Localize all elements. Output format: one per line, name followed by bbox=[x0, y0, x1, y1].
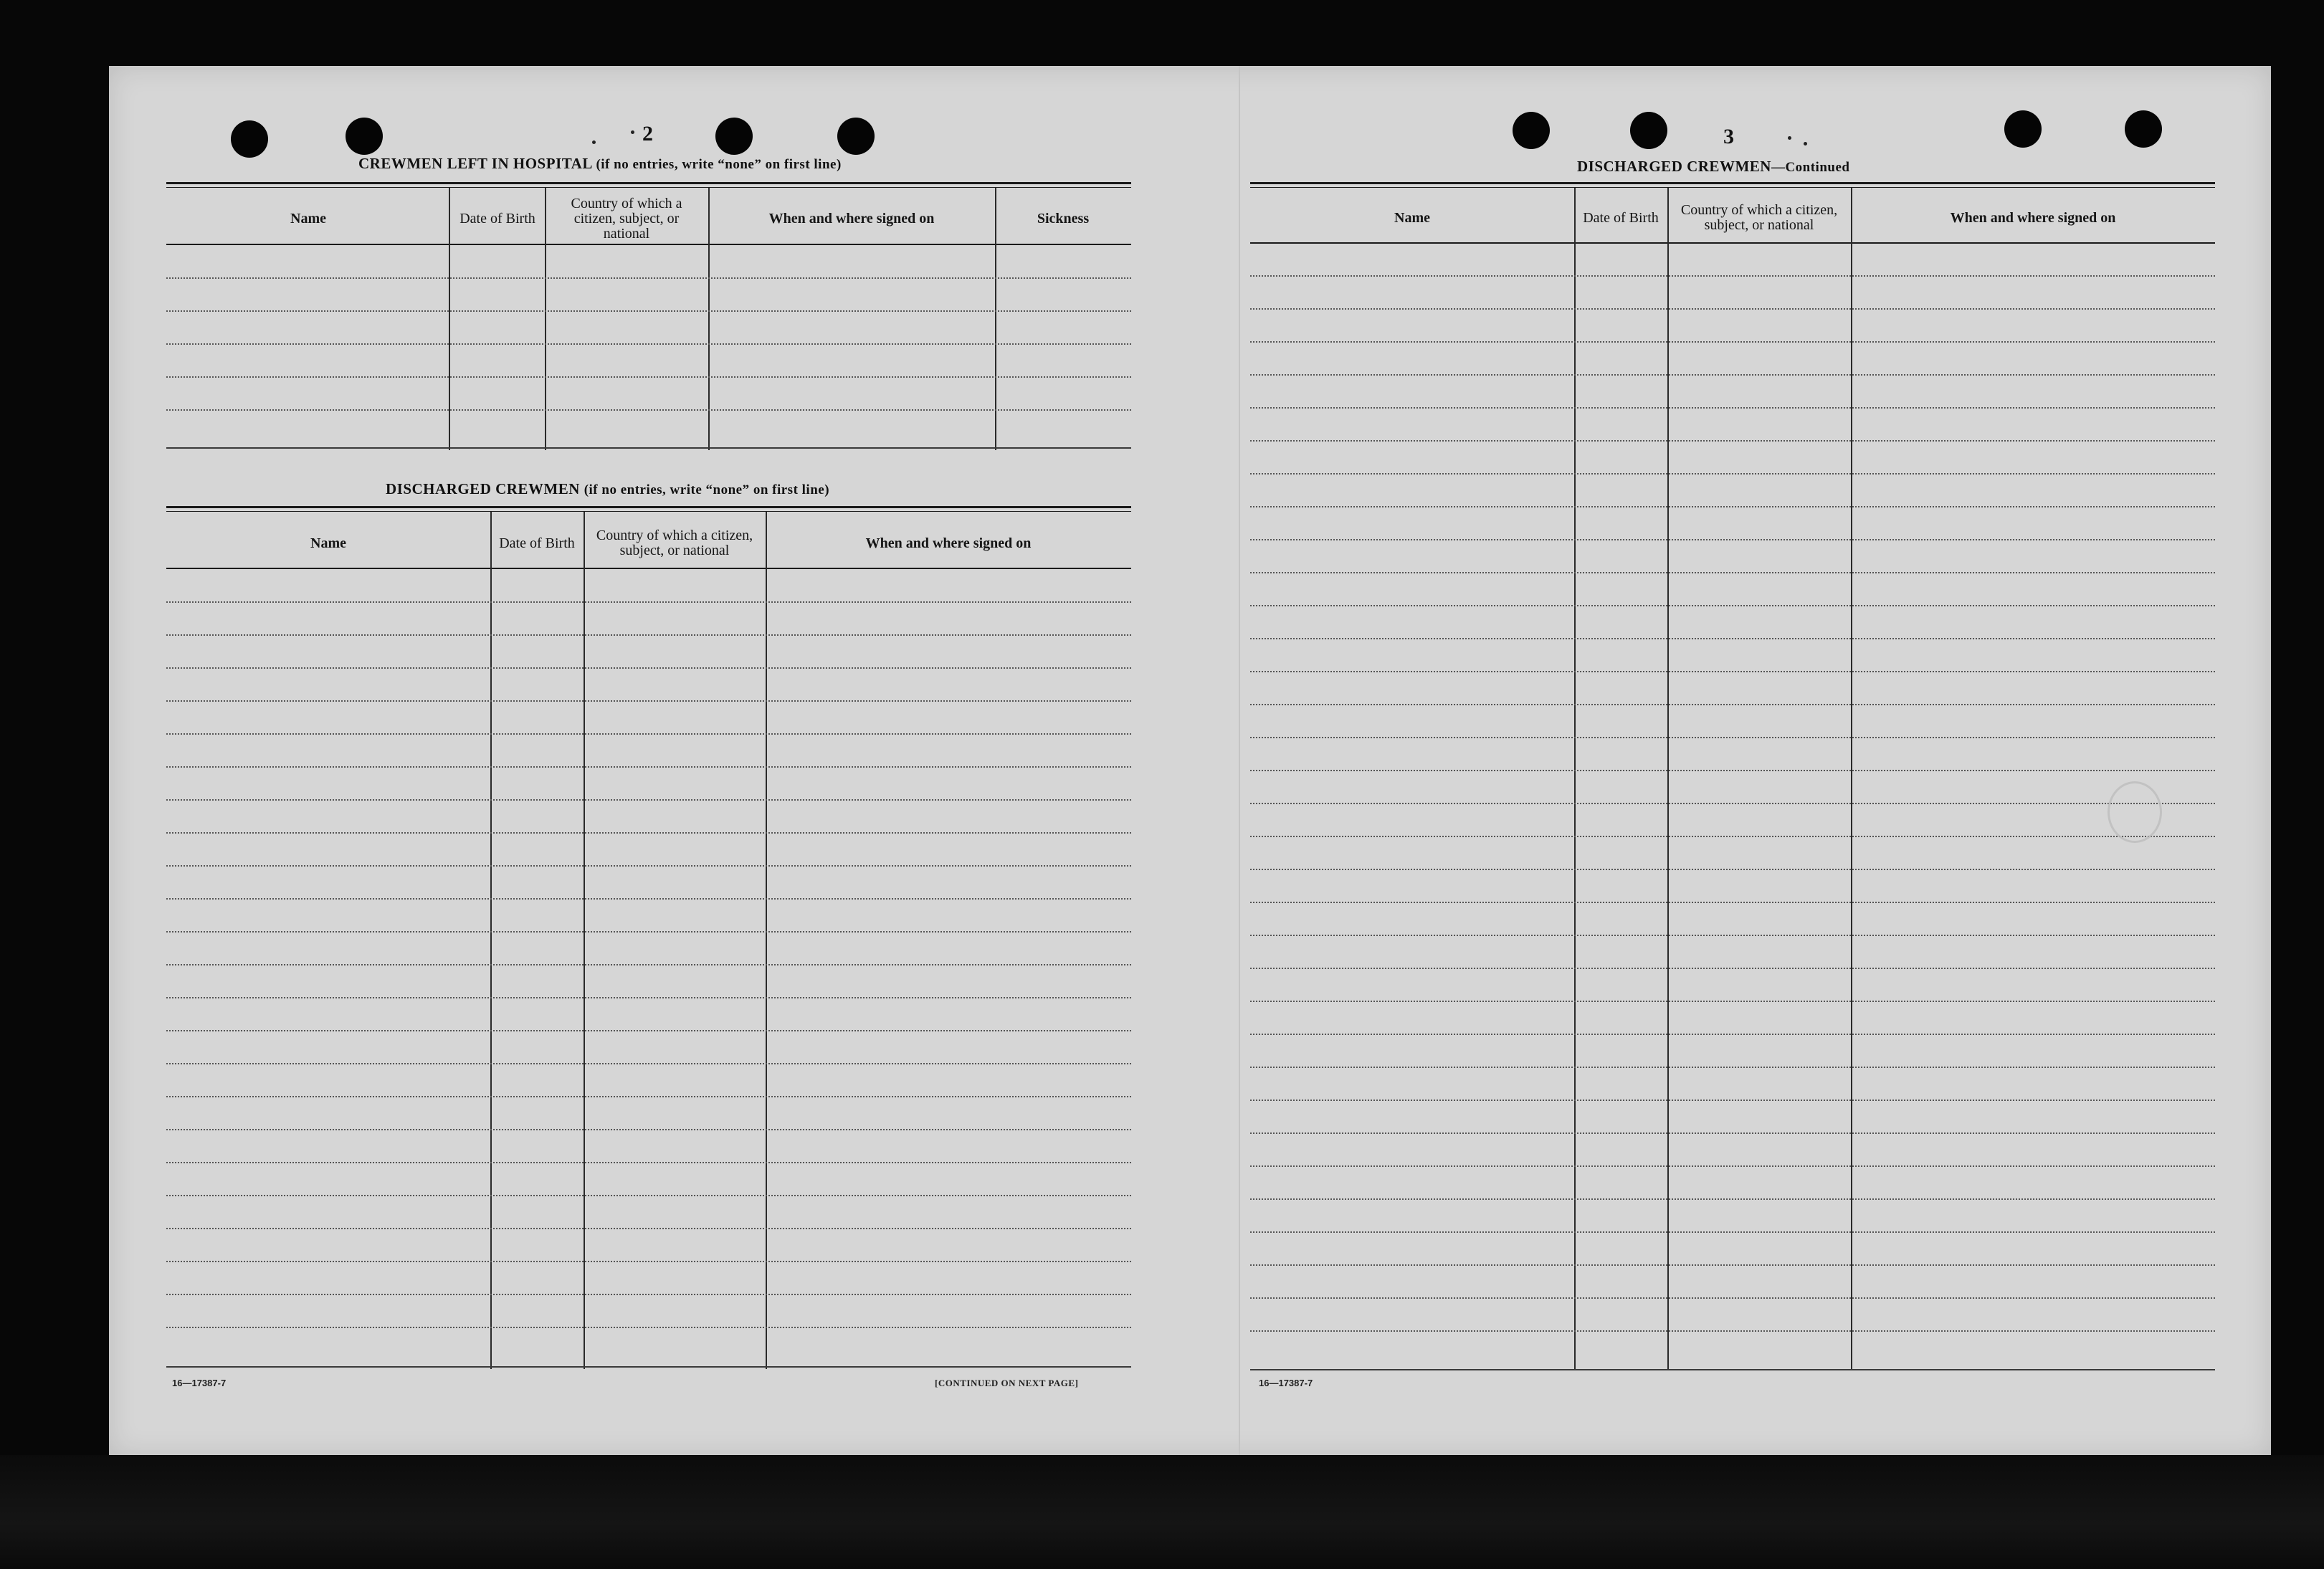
table-row bbox=[166, 310, 1131, 312]
discharged-continued-table bbox=[1250, 182, 2215, 1372]
hospital-title: CREWMEN LEFT IN HOSPITAL bbox=[358, 155, 592, 172]
col-header-dob: Date of Birth bbox=[1583, 209, 1659, 226]
punch-hole bbox=[1630, 112, 1667, 149]
punch-hole bbox=[1513, 112, 1550, 149]
form-code-left: 16—17387-7 bbox=[172, 1378, 227, 1388]
hospital-instruction: (if no entries, write “none” on first line) bbox=[596, 157, 842, 172]
punch-hole bbox=[346, 118, 383, 155]
col-header-signed-on: When and where signed on bbox=[1950, 209, 2116, 226]
page-number-left: 2 bbox=[642, 122, 653, 146]
speck bbox=[1804, 142, 1807, 146]
speck bbox=[592, 140, 596, 144]
hospital-section-title bbox=[358, 155, 842, 173]
col-header-country: Country of which a citizen, subject, or national bbox=[596, 528, 753, 558]
col-header-country: Country of which a citizen, subject, or national bbox=[571, 195, 682, 242]
punch-hole bbox=[231, 120, 268, 158]
punch-hole bbox=[715, 118, 753, 155]
table-row bbox=[166, 277, 1131, 279]
col-header-signed-on: When and where signed on bbox=[768, 210, 935, 226]
discharged-section-title bbox=[386, 480, 829, 498]
col-header-dob: Date of Birth bbox=[459, 210, 535, 226]
faint-stamp-mark bbox=[2108, 781, 2162, 843]
speck bbox=[631, 130, 634, 134]
col-header-name: Name bbox=[310, 535, 346, 551]
punch-hole bbox=[2125, 110, 2162, 148]
form-code-right: 16—17387-7 bbox=[1259, 1378, 1313, 1388]
discharged-table bbox=[166, 506, 1131, 1370]
col-header-country: Country of which a citizen, subject, or national bbox=[1680, 202, 1838, 233]
discharged-continued-suffix: —Continued bbox=[1771, 160, 1850, 175]
page-spine bbox=[1239, 66, 1240, 1456]
discharged-continued-main: DISCHARGED CREWMEN bbox=[1577, 158, 1771, 175]
col-header-name: Name bbox=[290, 210, 326, 226]
col-header-signed-on: When and where signed on bbox=[865, 535, 1032, 551]
col-header-sickness: Sickness bbox=[1037, 210, 1090, 226]
table-row bbox=[166, 447, 1131, 449]
discharged-instruction: (if no entries, write “none” on first line) bbox=[584, 482, 830, 497]
punch-hole bbox=[2004, 110, 2042, 148]
col-header-name: Name bbox=[1394, 209, 1430, 226]
speck bbox=[1788, 136, 1791, 140]
table-row bbox=[166, 343, 1131, 345]
discharged-continued-title bbox=[1577, 158, 1849, 176]
hospital-table bbox=[166, 182, 1131, 452]
page-number-right: 3 bbox=[1723, 125, 1734, 148]
col-header-dob: Date of Birth bbox=[499, 535, 575, 551]
continued-note: [CONTINUED ON NEXT PAGE] bbox=[935, 1378, 1079, 1388]
scan-background bbox=[0, 1455, 2324, 1569]
punch-hole bbox=[837, 118, 875, 155]
table-row bbox=[166, 376, 1131, 378]
discharged-title: DISCHARGED CREWMEN bbox=[386, 480, 580, 497]
table-row bbox=[166, 409, 1131, 411]
